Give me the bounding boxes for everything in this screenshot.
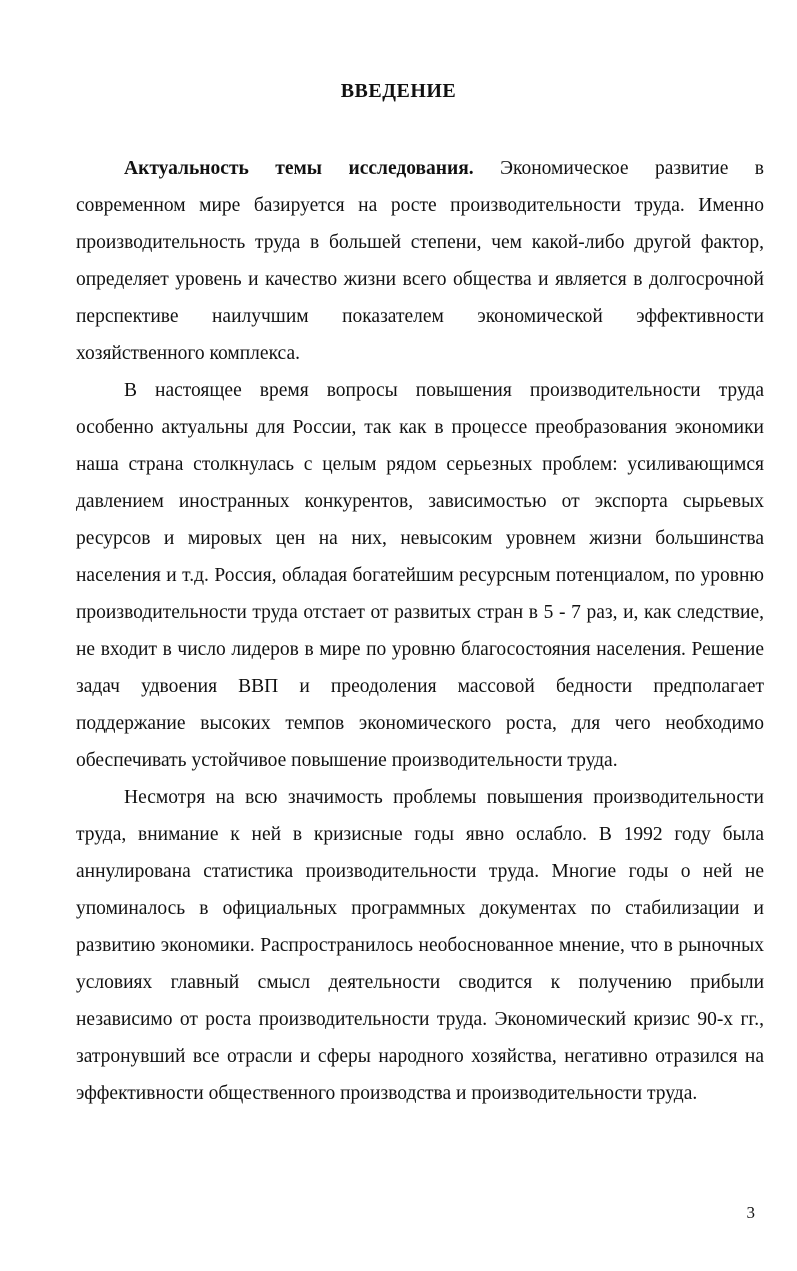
paragraph-text: Экономическое развитие в современном мире базируется на росте производительности труда. Именно производительность труда в большей степени, чем какой-либо другой фактор, определяет уровень и качество жизни всего общества и является в долгосрочной перспективе наилучшим показателем экономической эффективности хозяйственного комплекса. — [76, 158, 765, 364]
document-body — [76, 150, 764, 1112]
paragraph-crisis: Несмотря на всю значимость проблемы повышения производительности труда, внимание к ней в кризисные годы явно ослабло. В 1992 году была аннулирована статистика производительности труда. Многие годы о ней не упоминалось в официальных программных документах по стабилизации и развитию экономики. Распространилось необоснованное мнение, что в рыночных условиях главный смысл деятельности сводится к получению прибыли независимо от роста производительности труда. Экономический кризис 90-х гг., затронувший все отрасли и сферы народного хозяйства, негативно отразился на эффективности общественного производства и производительности труда. — [76, 787, 764, 1104]
paragraph-relevance — [76, 150, 764, 372]
page-title: ВВЕДЕНИЕ — [340, 80, 457, 102]
paragraph-lead: Актуальность темы исследования. — [124, 158, 474, 179]
paragraph-current-issues: В настоящее время вопросы повышения производительности труда особенно актуальны для России, так как в процессе преобразования экономики наша страна столкнулась с целым рядом серьезных проблем: усиливающимся давлением иностранных конкурентов, зависимостью от экспорта сырьевых ресурсов и мировых цен на них, невысоким уровнем жизни большинства населения и т.д. Россия, обладая богатейшим ресурсным потенциалом, по уровню производительности труда отстает от развитых стран в 5 - 7 раз, и, как следствие, не входит в число лидеров в мире по уровню благосостояния населения. Решение задач удвоения ВВП и преодоления массовой бедности предполагает поддержание высоких темпов экономического роста, для чего необходимо обеспечивать устойчивое повышение производительности труда. — [76, 380, 764, 771]
page-number: 3 — [746, 1203, 755, 1222]
